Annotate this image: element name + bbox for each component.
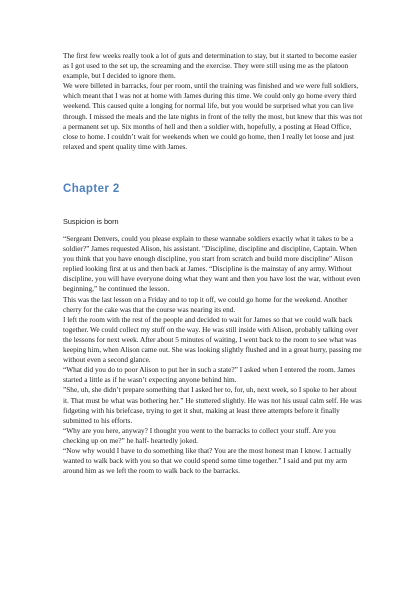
paragraph: “Why are you here, anyway? I thought you went to the barracks to collect your stuff. Are you checking up on me?” he half- heartedly joked. xyxy=(63,425,336,445)
paragraph: ”She, uh, she didn’t prepare something that I asked her to, for, uh, next week, so I spoke to her about it. That must be what was bothering her.” He stuttered slightly. He was not his usual calm self. He was fidgeting with his briefcase, trying to get it shut, making at least three attempts before it finally submitted to his efforts. xyxy=(63,385,362,425)
paragraph: The first few weeks really took a lot of guts and determination to stay, but it started to become easier as I got used to the set up, the screaming and the exercise. They were still using me as the platoon example, but I decided to ignore them. xyxy=(63,51,357,81)
chapter-subtitle: Suspicion is born xyxy=(63,217,119,226)
paragraph: This was the last lesson on a Friday and to top it off, we could go home for the weekend. Another cherry for the cake was that the course was nearing its end. xyxy=(63,294,348,314)
chapter-title: Chapter 2 xyxy=(63,183,120,195)
paragraph: We were billeted in barracks, four per room, until the training was finished and we were full soldiers, which meant that I was not at home with James during this time. We could only go home every third weekend. This caused quite a longing for normal life, but you would be surprised what you can live through. I missed the meals and the late nights in front of the telly the most, but knew that this was not a permanent set up. Six months of hell and then a soldier with, hopefully, a posting at Head Office, close to home. I couldn’t wait for weekends when we could go home, then I really let loose and just relaxed and spent quality time with James. xyxy=(63,81,363,151)
paragraph: “What did you do to poor Alison to put her in such a state?” I asked when I entered the room. James started a little as if he wasn’t expecting anyone behind him. xyxy=(63,365,356,385)
intro-text xyxy=(63,51,363,152)
paragraph: “Now why would I have to do something like that? You are the most honest man I know. I actually wanted to walk back with you so that we could spend some time together.” I said and put my arm around him as we left the room to walk back to the barracks. xyxy=(63,445,352,476)
paragraph: “Sergeant Denvers, could you please explain to these wannabe soldiers exactly what it takes to be a soldier?” James requested Alison, his assistant. "Discipline, discipline and discipline, Captain. When you think that you have enough discipline, you start from scratch and build more discipline" Alison replied looking first at us and then back at James. “Discipline is the mainstay of any army. Without discipline, you will have everyone doing what they want and then you have lost the war, without even beginning,” he continued the lesson. xyxy=(63,234,361,294)
chapter-body xyxy=(63,234,363,476)
paragraph: I left the room with the rest of the people and decided to wait for James so that we could walk back together. We could collect my stuff on the way. He was still inside with Alison, probably talking over the lessons for next week. After about 5 minutes of waiting, I went back to the room to see what was keeping him, when Alison came out. She was looking slightly flushed and in a great hurry, passing me without even a second glance. xyxy=(63,314,362,365)
